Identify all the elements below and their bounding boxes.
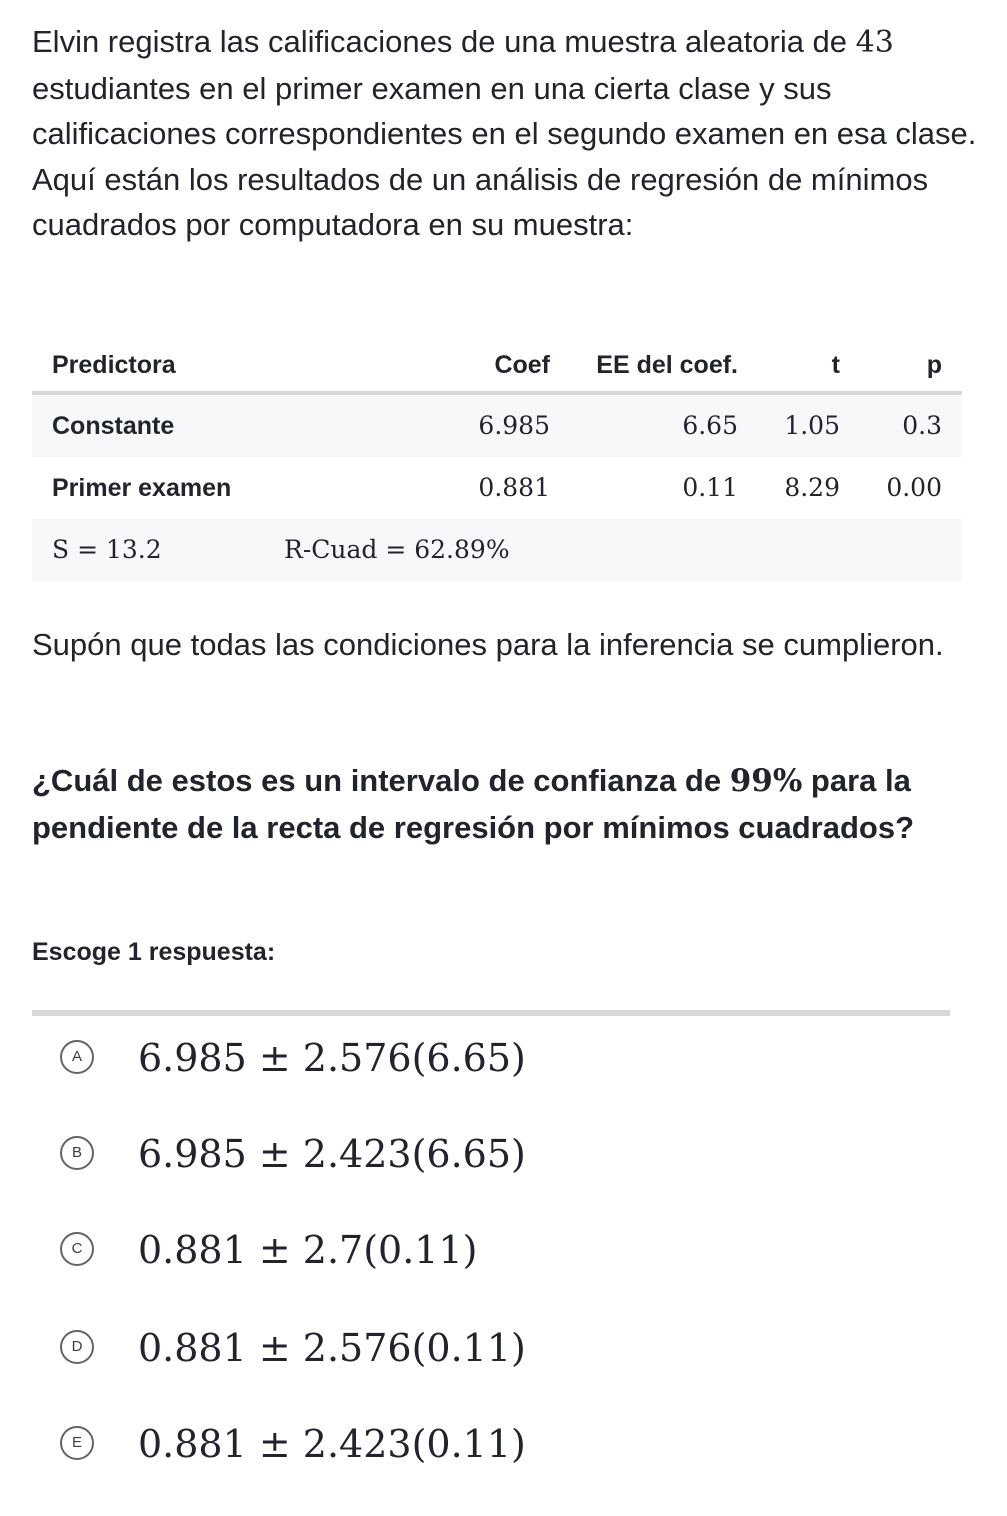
header-se: EE del coef. <box>596 351 738 379</box>
option-expression: 0.881 ± 2.423(0.11) <box>138 1422 526 1466</box>
option-expression: 6.985 ± 2.576(6.65) <box>138 1036 526 1080</box>
answer-option-d[interactable] <box>32 1308 950 1388</box>
option-expression: 0.881 ± 2.7(0.11) <box>138 1228 478 1272</box>
coef-value: 0.881 <box>478 473 550 502</box>
intro-text-end: estudiantes en el primer examen en una cierta clase y sus calificaciones correspondientes en el segundo examen en esa clase. Aquí están los resultados de un análisis de regresión de mínimos cuadrados por computadora en su muestra: <box>32 70 977 242</box>
radio-circle[interactable]: C <box>60 1232 94 1266</box>
header-coef: Coef <box>494 351 550 379</box>
sample-size: 43 <box>855 25 894 60</box>
assumption-text: Supón que todas las condiciones para la inferencia se cumplieron. <box>32 627 944 662</box>
row-label: Primer examen <box>52 474 232 502</box>
radio-circle[interactable]: B <box>60 1136 94 1170</box>
coef-value: 6.985 <box>478 411 550 440</box>
se-value: 6.65 <box>682 411 738 440</box>
radio-circle[interactable]: E <box>60 1426 94 1460</box>
s-statistic: S = 13.2 <box>52 535 162 564</box>
table-row <box>32 395 962 457</box>
radio-circle[interactable]: A <box>60 1040 94 1074</box>
regression-table <box>32 333 962 581</box>
header-p: p <box>926 351 942 379</box>
question-text-end: para la pendiente de la recta de regresión por mínimos cuadrados? <box>32 763 915 845</box>
header-predictor: Predictora <box>52 351 176 379</box>
answer-option-c[interactable] <box>32 1210 950 1290</box>
t-value: 8.29 <box>784 473 840 502</box>
answer-option-a[interactable] <box>32 1018 950 1098</box>
row-label: Constante <box>52 412 175 440</box>
radio-circle[interactable]: D <box>60 1330 94 1364</box>
answer-option-b[interactable] <box>32 1114 950 1194</box>
header-t: t <box>831 351 840 379</box>
divider <box>32 1010 950 1016</box>
problem-intro <box>32 19 982 248</box>
t-value: 1.05 <box>784 411 840 440</box>
intro-text-start: Elvin registra las calificaciones de una muestra aleatoria de <box>32 24 848 59</box>
p-value: 0.00 <box>886 473 942 502</box>
confidence-level: 99% <box>729 763 803 799</box>
r-squared: R-Cuad = 62.89% <box>284 535 510 564</box>
table-header-row <box>32 333 962 395</box>
option-expression: 6.985 ± 2.423(6.65) <box>138 1132 526 1176</box>
question-text <box>32 758 982 850</box>
table-row <box>32 457 962 519</box>
table-summary-row <box>32 519 962 581</box>
p-value: 0.3 <box>902 411 942 440</box>
se-value: 0.11 <box>682 473 738 502</box>
answer-option-e[interactable] <box>32 1404 950 1484</box>
question-text-start: ¿Cuál de estos es un intervalo de confianza de <box>32 763 722 798</box>
option-expression: 0.881 ± 2.576(0.11) <box>138 1326 526 1370</box>
choose-label: Escoge 1 respuesta: <box>32 938 276 966</box>
